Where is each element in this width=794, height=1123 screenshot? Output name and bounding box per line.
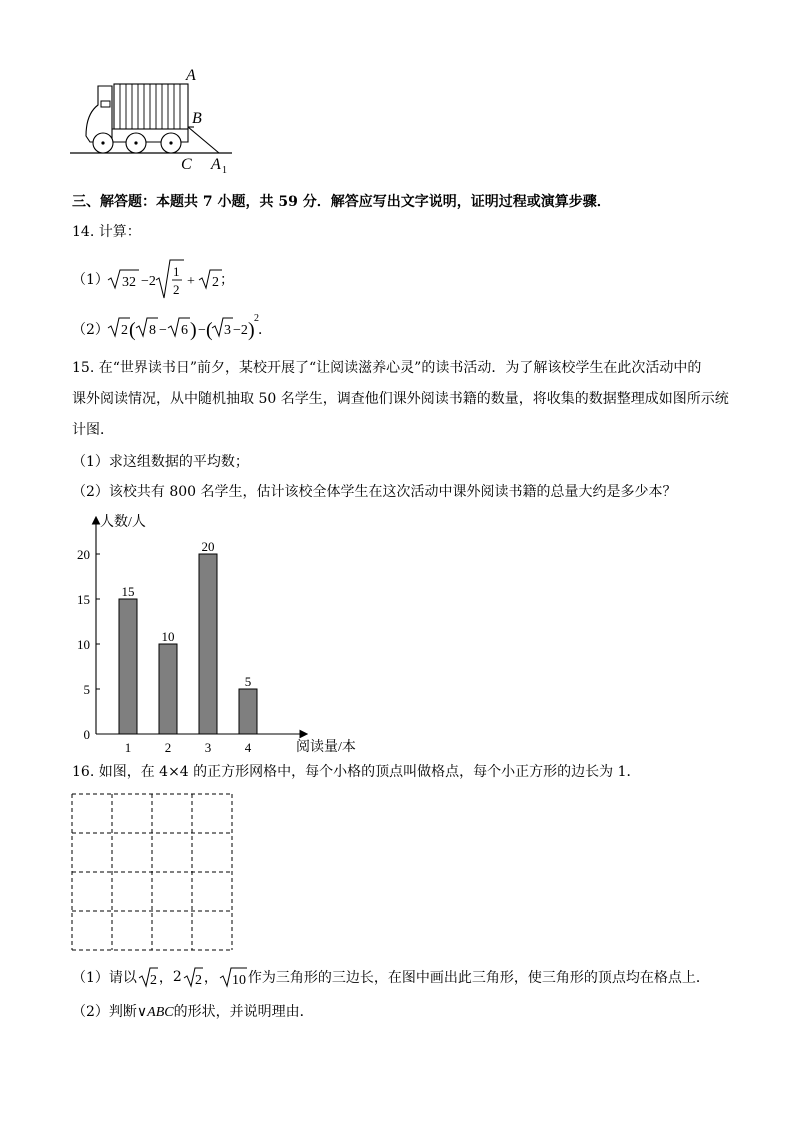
triangle-symbol: ∨ [136, 1004, 148, 1020]
ramp-line [188, 127, 219, 153]
svg-text:−: − [159, 323, 167, 338]
bar [159, 644, 177, 734]
y-tick-label: 5 [83, 682, 90, 697]
svg-text:2: 2 [212, 275, 219, 290]
cargo-stripes [120, 84, 180, 129]
bar-data-label: 15 [121, 584, 135, 599]
label-a1: A [211, 156, 221, 173]
svg-text:3: 3 [224, 323, 231, 338]
q16-sub1-prefix: （1）请以 [72, 970, 137, 986]
q14-part1-end: ； [220, 272, 234, 288]
svg-text:(: ( [206, 319, 213, 341]
svg-text:): ) [190, 319, 197, 341]
q16-stem: 16. 如图，在 4×4 的正方形网格中，每个小格的顶点叫做格点，每个小正方形的边长为 1． [72, 764, 641, 780]
svg-text:2: 2 [194, 973, 202, 988]
svg-text:2: 2 [121, 323, 128, 338]
label-a1-subscript: 1 [222, 165, 227, 176]
q16-sub1-two: 2 [172, 969, 182, 985]
svg-text:−2: −2 [141, 274, 156, 289]
bar-data-label: 20 [201, 539, 215, 554]
q15-sub1: （1）求这组数据的平均数； [72, 454, 249, 470]
sqrt10-symbol [218, 964, 248, 990]
y-tick-label: 15 [77, 592, 90, 607]
q14-part1-label: （1） [72, 272, 109, 288]
svg-text:2: 2 [149, 973, 157, 988]
x-tick-label: 3 [204, 740, 212, 755]
q16-sub2-rest: 的形状，并说明理由． [173, 1004, 314, 1020]
q15-line1: 15. 在“世界读书日”前夕，某校开展了“让阅读滋养心灵”的读书活动．为了解该校学生在此次活动中的 [72, 360, 702, 376]
svg-text:2: 2 [173, 282, 180, 297]
label-c: C [181, 156, 192, 173]
svg-text:32: 32 [122, 275, 136, 290]
q14-part2-end: ． [258, 322, 272, 338]
svg-text:10: 10 [231, 973, 246, 988]
q15-sub2: （2）该校共有 800 名学生，估计该校全体学生在这次活动中课外阅读书籍的总量大约是多少本？ [72, 484, 677, 500]
q16-sub1-sep2: ， [203, 970, 218, 986]
x-axis-label: 阅读量/本 [296, 740, 356, 755]
bar [199, 554, 217, 734]
y-axis-label: 人数/人 [100, 515, 146, 530]
sqrt2-symbol [137, 964, 159, 990]
q14-stem: 14. 计算： [72, 224, 141, 240]
q16-sub1-rest: 作为三角形的三边长，在图中画出此三角形，使三角形的顶点均在格点上． [247, 970, 710, 986]
q16-sub2-prefix: （2）判断 [72, 1004, 137, 1020]
q15-line3: 计图． [72, 422, 114, 438]
svg-text:1: 1 [173, 264, 180, 279]
y-tick-label: 10 [77, 637, 90, 652]
label-b: B [192, 110, 202, 127]
svg-text:8: 8 [149, 323, 156, 338]
truck-figure [60, 62, 260, 182]
x-tick-label: 2 [164, 740, 172, 755]
svg-text:6: 6 [181, 323, 188, 338]
label-a: A [186, 67, 196, 84]
q15-line2: 课外阅读情况，从中随机抽取 50 名学生，调查他们课外阅读书籍的数量，将收集的数据整理成如图所示统 [72, 391, 729, 407]
svg-text:2: 2 [254, 313, 259, 324]
svg-text:−: − [198, 323, 206, 338]
q16-sub1 [72, 962, 710, 992]
section3-heading: 三、解答题：本题共 7 小题，共 59 分．解答应写出文字说明，证明过程或演算步骤． [72, 194, 611, 210]
q16-sub1-sep1: ， [158, 970, 173, 986]
bar-chart [70, 508, 370, 758]
truck-window [101, 101, 110, 107]
truck-cargo-box [114, 84, 188, 129]
svg-text:): ) [248, 319, 255, 341]
q14-part2-label: （2） [72, 322, 109, 338]
grid-figure [70, 792, 236, 954]
bar [119, 599, 137, 734]
q14-part1-expression [106, 256, 226, 302]
sqrt2-symbol-second [182, 964, 204, 990]
y-tick-label: 0 [83, 727, 90, 742]
x-tick-label: 1 [124, 740, 132, 755]
q16-sub2 [72, 1002, 314, 1023]
bar-data-label: 10 [161, 629, 175, 644]
triangle-abc-label: ABC [147, 1005, 174, 1020]
y-tick-label: 20 [77, 547, 90, 562]
q14-part2-expression [106, 308, 259, 346]
svg-text:−2: −2 [233, 323, 248, 338]
x-tick-label: 4 [244, 740, 252, 755]
svg-text:(: ( [129, 319, 136, 341]
bar [239, 689, 257, 734]
svg-text:+: + [187, 274, 195, 289]
bar-data-label: 5 [244, 674, 252, 689]
